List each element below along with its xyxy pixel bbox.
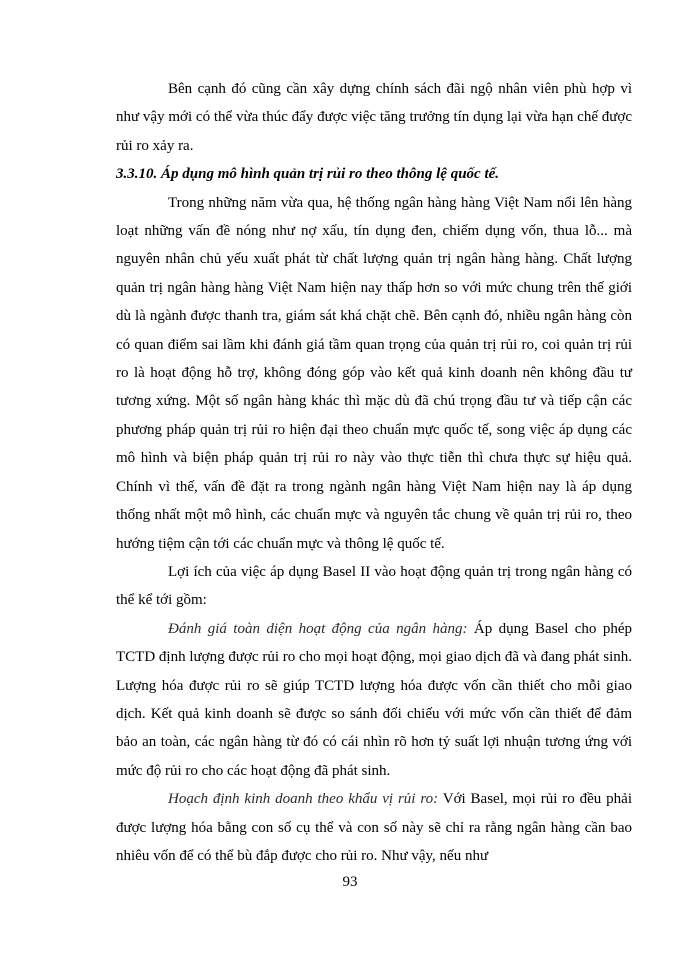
paragraph-benefit-1	[116, 615, 632, 785]
benefit-2-lead: Hoạch định kinh doanh theo khẩu vị rủi ro:	[168, 791, 439, 808]
paragraph-intro: Bên cạnh đó cũng cần xây dựng chính sách đãi ngộ nhân viên phù hợp vì như vậy mới có thể vừa thúc đẩy được việc tăng trưởng tín dụng lại vừa hạn chế được rủi ro xảy ra.	[116, 81, 632, 154]
paragraph-benefits-intro: Lợi ích của việc áp dụng Basel II vào hoạt động quản trị trong ngân hàng có thể kể tới gồm:	[116, 563, 632, 609]
section-heading: 3.3.10. Áp dụng mô hình quản trị rủi ro theo thông lệ quốc tế.	[116, 166, 500, 183]
paragraph-benefit-2	[116, 785, 632, 870]
page-number: 93	[342, 874, 358, 890]
benefit-2-text: Với Basel, mọi rủi ro đều phải được lượng hóa bằng con số cụ thể và con số này sẽ chỉ ra rằng ngân hàng cần bao nhiêu vốn để có thể bù đắp được cho rủi ro. Như vậy, nếu như	[116, 791, 632, 864]
benefit-1-lead: Đánh giá toàn diện hoạt động của ngân hàng:	[168, 620, 468, 637]
body-text	[116, 75, 632, 870]
benefit-1-text: Áp dụng Basel cho phép TCTD định lượng được rủi ro cho mọi hoạt động, mọi giao dịch đã và đang phát sinh. Lượng hóa được rủi ro sẽ giúp TCTD lượng hóa được vốn cần thiết cho mỗi giao dịch. Kết quả kinh doanh sẽ được so sánh đối chiếu với mức vốn cần thiết để đảm bảo an toàn, các ngân hàng từ đó có cái nhìn rõ hơn tỷ suất lợi nhuận tương ứng với mức độ rủi ro cho các hoạt động đã phát sinh.	[116, 620, 632, 779]
paragraph-context: Trong những năm vừa qua, hệ thống ngân hàng hàng Việt Nam nổi lên hàng loạt những vấn đề nóng như nợ xấu, tín dụng đen, chiếm dụng vốn, thua lỗ... mà nguyên nhân chủ yếu xuất phát từ chất lượng quản trị ngân hàng hàng. Chất lượng quản trị ngân hàng hàng Việt Nam hiện nay thấp hơn so với mức chung trên thế giới dù là ngành được thanh tra, giám sát khá chặt chẽ. Bên cạnh đó, nhiều ngân hàng còn có quan điểm sai lầm khi đánh giá tầm quan trọng của quản trị rủi ro, coi quản trị rủi ro là hoạt động hỗ trợ, không đóng góp vào kết quả kinh doanh nên không đầu tư tương xứng. Một số ngân hàng khác thì mặc dù đã chú trọng đầu tư và tiếp cận các phương pháp quản trị rủi ro hiện đại theo chuẩn mực quốc tế, song việc áp dụng các mô hình và biện pháp quản trị rủi ro này vào thực tiễn thì chưa thực sự hiệu quả. Chính vì thế, vấn đề đặt ra trong ngành ngân hàng Việt Nam hiện nay là áp dụng thống nhất một mô hình, các chuẩn mực và nguyên tắc chung về quản trị rủi ro, theo hướng tiệm cận tới các chuẩn mực và thông lệ quốc tế.	[116, 194, 632, 552]
